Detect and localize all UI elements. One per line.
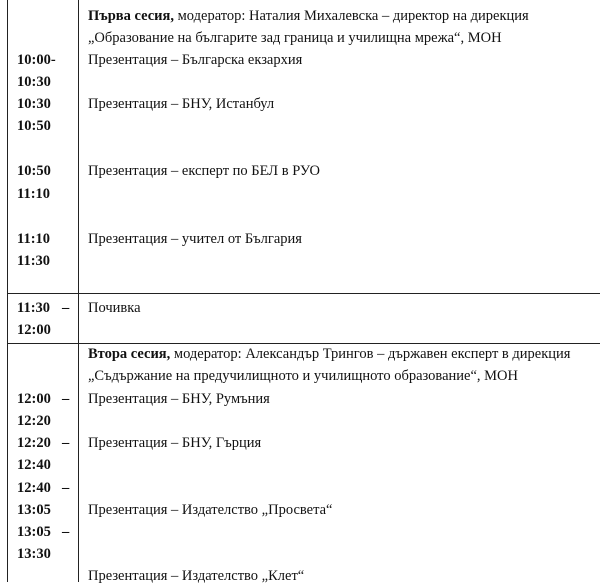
session1-moderator-line1: модератор: Наталия Михалевска – директор на дирекция — [174, 8, 529, 24]
agenda-item: Презентация – БНУ, Гърция — [88, 435, 262, 451]
time-start: 10:00- — [17, 52, 56, 68]
time-label: 12:20 — [17, 435, 51, 451]
time-label: 13:05 — [17, 502, 51, 518]
time-label: 13:05 — [17, 524, 51, 540]
time-end: 11:10 — [17, 186, 51, 202]
table-column-divider — [78, 0, 79, 582]
time-label: 13:30 — [17, 546, 51, 562]
table-left-border — [7, 0, 8, 582]
agenda-item: Презентация – БНУ, Истанбул — [88, 96, 275, 112]
agenda-item: Презентация – експерт по БЕЛ в РУО — [88, 163, 320, 179]
time-label: 12:20 — [17, 413, 51, 429]
time-dash: – — [62, 480, 70, 496]
time-start: 11:10 — [17, 231, 51, 247]
agenda-item: Презентация – БНУ, Румъния — [88, 391, 270, 407]
row-divider-break-top — [7, 293, 600, 294]
break-time-end: 12:00 — [17, 322, 51, 338]
session1-title: Първа сесия, — [88, 8, 174, 24]
session2-moderator-line1: модератор: Александър Трингов – държавен експерт в дирекция — [170, 346, 571, 362]
time-end: 11:30 — [17, 253, 51, 269]
time-label: 12:40 — [17, 457, 51, 473]
session1-moderator-line2: „Образование на българите зад граница и училищна мрежа“, МОН — [88, 30, 502, 46]
time-label: 12:40 — [17, 480, 51, 496]
session2-heading-line1 — [88, 343, 570, 365]
time-label: 12:00 — [17, 391, 51, 407]
time-start: 10:50 — [17, 163, 51, 179]
agenda-item: Презентация – Издателство „Клет“ — [88, 568, 305, 584]
break-dash: – — [62, 300, 70, 316]
agenda-item: Презентация – Българска екзархия — [88, 52, 303, 68]
time-end: 10:30 — [17, 74, 51, 90]
agenda-item: Презентация – учител от България — [88, 231, 302, 247]
session2-title: Втора сесия, — [88, 346, 171, 362]
time-dash: – — [62, 435, 70, 451]
session2-moderator-line2: „Съдържание на предучилищното и училищното образование“, МОН — [88, 368, 518, 384]
time-end: 10:50 — [17, 118, 51, 134]
time-dash: – — [62, 524, 70, 540]
agenda-item: Презентация – Издателство „Просвета“ — [88, 502, 333, 518]
time-dash: – — [62, 391, 70, 407]
break-time-start: 11:30 — [17, 300, 51, 316]
break-label: Почивка — [88, 300, 141, 316]
time-start: 10:30 — [17, 96, 51, 112]
session1-heading-line1 — [88, 5, 529, 27]
